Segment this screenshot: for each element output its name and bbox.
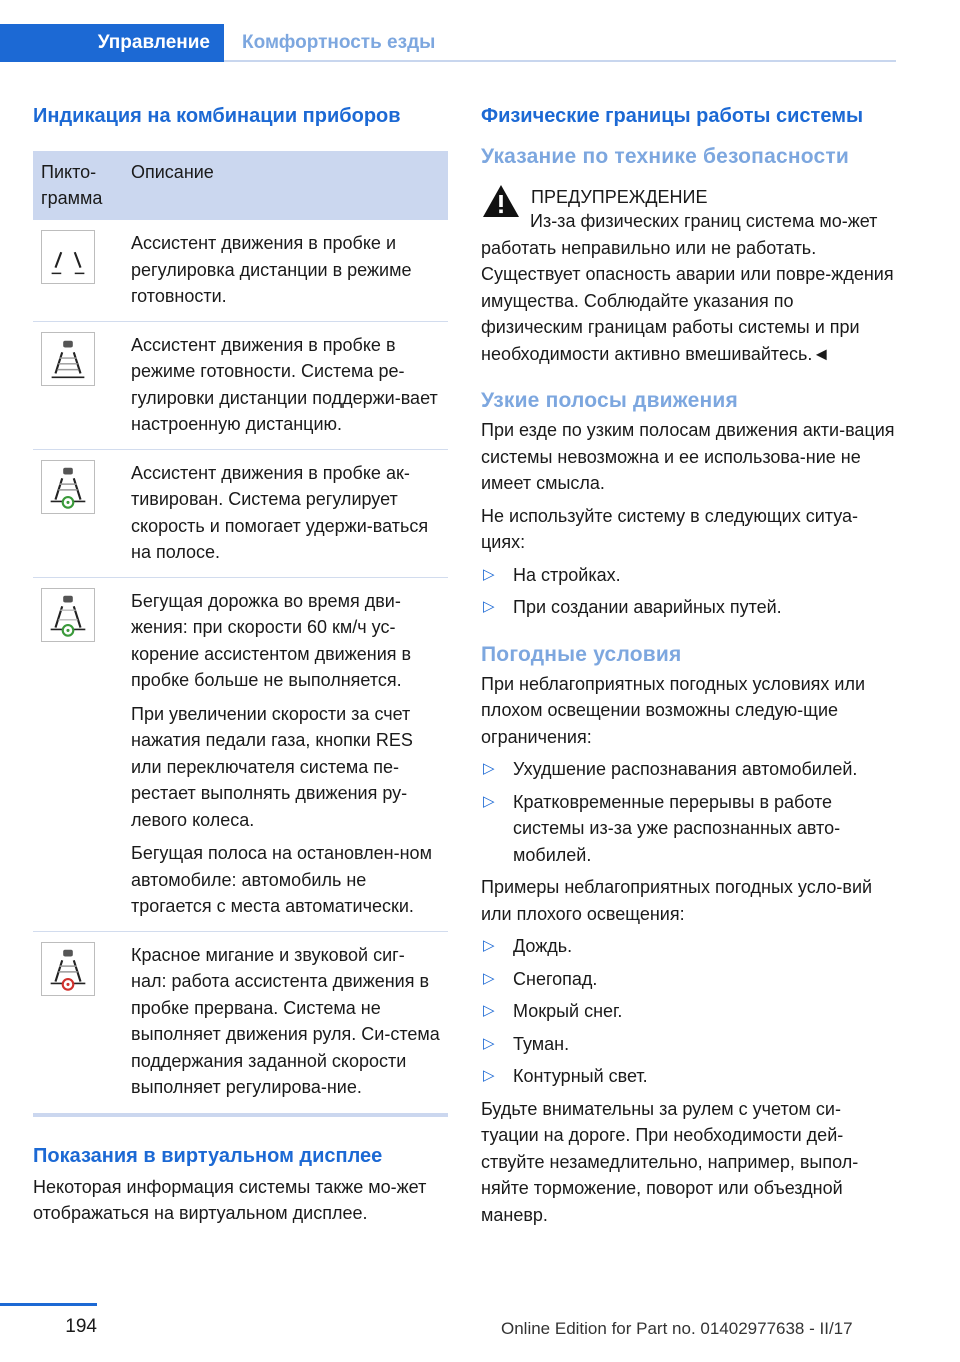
section-title: Индикация на комбинации приборов	[33, 105, 401, 127]
list-item: ▷ Кратковременные перерывы в работе системы из-за уже распознанных авто-мобилей.	[481, 789, 895, 869]
table-row	[33, 932, 448, 1112]
examples-text: Примеры неблагоприятных погодных усло-вий или плохого освещения:	[481, 877, 873, 924]
triangle-bullet-icon: ▷	[483, 598, 495, 615]
column-header-pictogram: Пикто- грамма	[41, 162, 103, 208]
warning-triangle-icon	[481, 183, 521, 219]
narrow-lanes-list	[481, 562, 895, 621]
row-description: Ассистент движения в пробке в режиме готовности. Система ре-гулировки дистанции поддержи-вает настроенную дистанцию.	[131, 334, 438, 434]
list-item: ▷ Дождь.	[481, 933, 895, 960]
final-text: Будьте внимательны за рулем с учетом си-туации на дороге. При необходимости дей-ствуйте незамедлительно, например, выпол-няйте торможение, поворот или объездной маневр.	[481, 1098, 859, 1225]
table-row	[33, 220, 448, 322]
edition-note: Online Edition for Part no. 01402977638 - II/17	[501, 1319, 853, 1338]
car-lanes-steering-red-icon	[41, 942, 95, 996]
list-item: ▷ Снегопад.	[481, 966, 895, 993]
narrow-lanes-text-2: Не используйте систему в следующих ситуа-циях:	[481, 505, 859, 552]
warning-text: Из-за физических границ система мо-жет работать неправильно или не работать. Существует опасность аварии или повре-ждения имущества. Соблюдайте указания по физическим границам работы системы и при необходимости активно вмешивайтесь.◄	[481, 211, 894, 364]
car-lanes-icon	[41, 332, 95, 386]
row-description: Ассистент движения в пробке и регулировка дистанции в режиме готовности.	[131, 233, 412, 306]
list-item: ▷ На стройках.	[481, 562, 895, 589]
warning-label: ПРЕДУПРЕЖДЕНИЕ	[531, 187, 708, 207]
limits-title: Физические границы работы системы	[481, 105, 864, 127]
table-row	[33, 322, 448, 450]
pictogram-table	[33, 151, 448, 1112]
virtual-display-title: Показания в виртуальном дисплее	[33, 1144, 383, 1167]
list-item: ▷ Контурный свет.	[481, 1063, 895, 1090]
table-row	[33, 450, 448, 578]
narrow-lanes-title: Узкие полосы движения	[481, 389, 738, 412]
weather-text: При неблагоприятных погодных условиях или плохом освещении возможны следую-щие ограничения:	[481, 673, 866, 747]
weather-title: Погодные условия	[481, 642, 682, 666]
triangle-bullet-icon: ▷	[483, 937, 495, 954]
section-tab: Комфортность езды	[242, 32, 436, 53]
narrow-lanes-text-1: При езде по узким полосам движения акти-вация системы невозможна и ее использова-ние не имеет смысла.	[481, 420, 895, 493]
table-bottom-rule	[33, 1113, 448, 1117]
triangle-bullet-icon: ▷	[483, 565, 495, 583]
page-number: 194	[65, 1316, 97, 1337]
triangle-bullet-icon: ▷	[483, 1067, 495, 1084]
chapter-tab: Управление	[0, 24, 224, 62]
examples-list	[481, 933, 895, 1090]
weather-list	[481, 756, 895, 868]
car-lanes-steering-green-icon	[41, 460, 95, 514]
triangle-bullet-icon: ▷	[483, 969, 495, 987]
virtual-display-text: Некоторая информация системы также мо-жет отображаться на виртуальном дисплее.	[33, 1176, 427, 1223]
list-item: ▷ Мокрый снег.	[481, 998, 895, 1025]
left-column	[33, 100, 448, 1227]
triangle-bullet-icon: ▷	[483, 1034, 495, 1052]
list-item: ▷ При создании аварийных путей.	[481, 594, 895, 621]
page-header	[0, 0, 960, 64]
safety-title: Указание по технике безопасности	[481, 145, 849, 168]
row-description: Красное мигание и звуковой сиг-нал: работа ассистента движения в пробке прервана. Система не выполняет движения руля. Си-стема поддержания заданной скорости выполняет регулирова-ние.	[131, 944, 440, 1097]
row-description: Бегущая дорожка во время дви-жения: при скорости 60 км/ч ус-корение ассистентом движения в пробке больше не выполняется.	[131, 590, 412, 690]
table-header	[33, 151, 448, 220]
column-header-description: Описание	[131, 162, 214, 182]
triangle-bullet-icon: ▷	[483, 1002, 495, 1019]
row-description: При увеличении скорости за счет нажатия педали газа, кнопки RES или переключателя система пе-рестает выполнять движения ру-левого колеса.	[131, 703, 413, 830]
row-description: Ассистент движения в пробке ак-тивирован. Система регулирует скорость и помогает удержи-ваться на полосе.	[131, 462, 429, 562]
page-number-rule	[0, 1303, 97, 1306]
table-row	[33, 578, 448, 932]
list-item: ▷ Ухудшение распознавания автомобилей.	[481, 756, 895, 783]
car-lanes-steering-running-icon	[41, 588, 95, 642]
right-column	[481, 100, 895, 1228]
triangle-bullet-icon: ▷	[483, 760, 495, 777]
header-divider	[224, 60, 896, 62]
row-description: Бегущая полоса на остановлен-ном автомобиле: автомобиль не трогается с места автоматически.	[131, 843, 432, 916]
list-item: ▷ Туман.	[481, 1031, 895, 1058]
triangle-bullet-icon: ▷	[483, 792, 495, 810]
lane-lines-icon	[41, 230, 95, 284]
